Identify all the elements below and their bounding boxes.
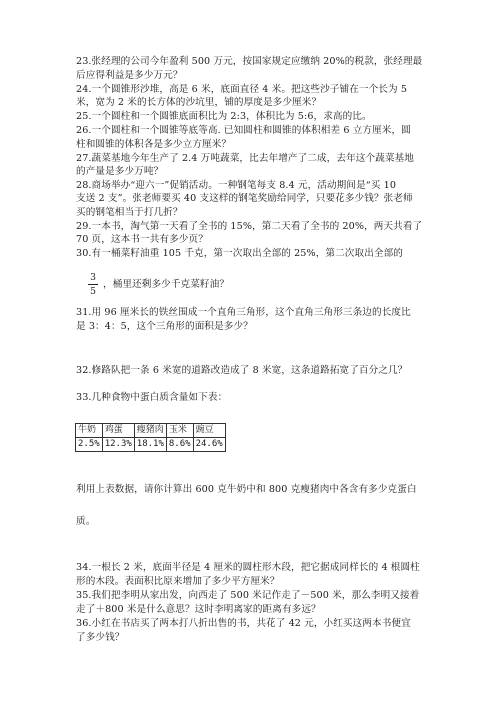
q26-line1: 26.一个圆柱和一个圆锥等底等高. 已知圆柱和圆锥的体积相差 6 立方厘米，圆 <box>76 125 411 136</box>
fraction-three-fifths <box>88 272 98 297</box>
table-cell: 24.6% <box>193 438 225 452</box>
q33-line2: 利用上表数据，请你计算出 600 克牛奶中和 800 克瘦猪肉中各含有多少克蛋白 <box>76 484 417 495</box>
q36-line2: 了多少钱？ <box>76 632 125 643</box>
table-cell: 2.5% <box>76 438 103 452</box>
q35-line1: 35.我们把李明从家出发，向西走了 500 米记作走了－500 米，那么李明又接着 <box>76 590 420 601</box>
fraction-bar <box>88 284 98 285</box>
q23-line2: 后应得利益是多少万元？ <box>76 70 183 81</box>
q27-line1: 27.蔬菜基地今年生产了 2.4 万吨蔬菜，比去年增产了二成，去年这个蔬菜基地 <box>76 153 414 164</box>
q29-line2: 70 页，这本书一共有多少页？ <box>76 234 208 245</box>
table-cell: 12.3% <box>102 438 134 452</box>
table-header-cell: 玉米 <box>166 424 193 438</box>
table-cell: 18.1% <box>134 438 166 452</box>
table-row <box>76 438 226 452</box>
table-cell: 8.6% <box>166 438 193 452</box>
q32-line: 32.修路队把一条 6 米宽的道路改造成了 8 米宽，这条道路拓宽了百分之几？ <box>76 365 408 376</box>
q35-line2: 走了＋800 米是什么意思？这时李明离家的距离有多远？ <box>76 604 321 615</box>
q33-line3: 质。 <box>76 516 96 527</box>
table-header-cell: 鸡蛋 <box>102 424 134 438</box>
q27-line2: 的产量是多少万吨？ <box>76 166 164 177</box>
q30-line2: ，桶里还剩多少千克菜籽油？ <box>103 279 230 290</box>
q24-line1: 24.一个圆锥形沙堆，高是 6 米，底面直径 4 米。把这些沙子铺在一个长为 5 <box>76 84 408 95</box>
q30-line1: 30.有一桶菜籽油重 105 千克，第一次取出全部的 25%，第二次取出全部的 <box>76 248 403 259</box>
fraction-denominator: 5 <box>90 286 96 297</box>
table-header-cell: 瘦猪肉 <box>134 424 166 438</box>
fraction-numerator: 3 <box>90 272 96 283</box>
q28-line2: 支送 2 支”。张老师要买 40 支这样的钢笔奖励给同学，只要花多少钱？张老师 <box>76 193 413 204</box>
q34-line1: 34.一根长 2 米，底面半径是 4 厘米的圆柱形木段，把它据成同样长的 4 根圆柱 <box>76 562 420 573</box>
table-header-cell: 牛奶 <box>76 424 103 438</box>
table-row <box>76 424 226 438</box>
q31-line1: 31.用 96 厘米长的铁丝围成一个直角三角形，这个直角三角形三条边的长度比 <box>76 307 411 318</box>
protein-table <box>75 423 226 452</box>
q28-line3: 买的钢笔相当于打几折？ <box>76 207 183 218</box>
q28-line1: 28.商场举办“迎六一”促销活动。一种钢笔每支 8.4 元，活动期间是“买 10 <box>76 180 397 191</box>
q25-line: 25.一个圆柱和一个圆锥底面积比为 2:3，体积比为 5:6，求高的比。 <box>76 111 372 122</box>
q33-line: 33.几种食物中蛋白质含量如下表： <box>76 392 228 403</box>
q34-line2: 形的木段。表面积比原来增加了多少平方厘米？ <box>76 576 280 587</box>
q29-line1: 29.一本书，淘气第一天看了全书的 15%，第二天看了全书的 20%，两天共看了 <box>76 221 423 232</box>
q26-line2: 柱和圆锥的体积各是多少立方厘米？ <box>76 139 232 150</box>
q24-line2: 米，宽为 2 米的长方体的沙坑里，铺的厚度是多少厘米？ <box>76 97 322 108</box>
q31-line2: 是 3：4：5，这个三角形的面积是多少？ <box>76 321 253 332</box>
q36-line1: 36.小红在书店买了两本打八折出售的书，共花了 42 元，小红买这两本书便宜 <box>76 618 411 629</box>
q23-line1: 23.张经理的公司今年盈利 500 万元，按国家规定应缴纳 20%的税款，张经理最 <box>76 56 423 67</box>
table-header-cell: 豌豆 <box>193 424 225 438</box>
